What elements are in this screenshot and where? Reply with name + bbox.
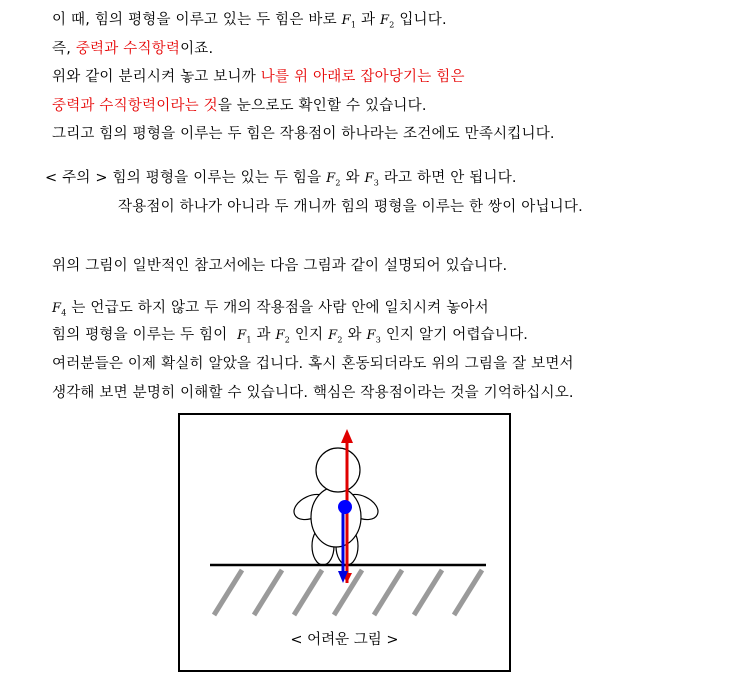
text-line-2: 즉, 중력과 수직항력이죠. <box>52 41 214 57</box>
force-f3-symbol: $F_3$ <box>366 328 381 345</box>
text-line-10: 힘의 평형을 이루는 두 힘이 $F_1$ 과 $F_2$ 인지 $F_2$ 와 $F_3$ 인지 알기 어렵습니다. <box>52 327 529 345</box>
text-line-12: 생각해 보면 분명히 이해할 수 있습니다. 핵심은 작용점이라는 것을 기억하십시오. <box>52 385 574 401</box>
text-line-4: 중력과 수직항력이라는 것을 눈으로도 확인할 수 있습니다. <box>52 98 427 114</box>
force-f2-symbol: $F_2$ <box>328 328 343 345</box>
text-line-8: 위의 그림이 일반적인 참고서에는 다음 그림과 같이 설명되어 있습니다. <box>52 258 508 274</box>
highlight-gravity-normal-2: 중력과 수직항력이라는 것 <box>52 98 218 114</box>
text-line-1: 이 때, 힘의 평형을 이루고 있는 두 힘은 바로 $F_1$ 과 $F_2$ 입니다. <box>52 12 447 30</box>
warning-line-2: 작용점이 하나가 아니라 두 개니까 힘의 평형을 이루는 한 쌍이 아닙니다. <box>118 199 583 215</box>
force-f2-symbol: $F_2$ <box>380 13 395 30</box>
figure-caption: < 어려운 그림 > <box>290 632 399 648</box>
text-line-5: 그리고 힘의 평형을 이루는 두 힘은 작용점이 하나라는 조건에도 만족시킵니다. <box>52 126 555 142</box>
force-f4-symbol: $F_4$ <box>52 301 67 318</box>
person-figure <box>290 448 382 565</box>
text-line-11: 여러분들은 이제 확실히 알았을 겁니다. 혹시 혼동되더라도 위의 그림을 잘 보면서 <box>52 356 574 372</box>
normal-force-arrowhead <box>341 429 353 443</box>
text-line-9: $F_4$ 는 언급도 하지 않고 두 개의 작용점을 사람 안에 일치시켜 놓아서 <box>52 300 489 318</box>
figure-box <box>178 413 511 672</box>
action-point <box>338 500 352 514</box>
highlight-gravity-normal: 중력과 수직항력 <box>75 41 181 57</box>
warning-line: < 주의 > 힘의 평형을 이루는 있는 두 힘을 $F_2$ 와 $F_3$ 라고 하면 안 됩니다. <box>45 170 517 188</box>
force-f3-symbol: $F_3$ <box>364 171 379 188</box>
text-line-3: 위와 같이 분리시켜 놓고 보니까 나를 위 아래로 잡아당기는 힘은 <box>52 69 465 85</box>
force-f1-symbol: $F_1$ <box>341 13 357 30</box>
highlight-pulling-forces: 나를 위 아래로 잡아당기는 힘은 <box>260 69 465 85</box>
force-f2-symbol: $F_2$ <box>275 328 291 345</box>
force-f1-symbol: $F_1$ <box>237 328 252 345</box>
force-f2-symbol: $F_2$ <box>326 171 341 188</box>
